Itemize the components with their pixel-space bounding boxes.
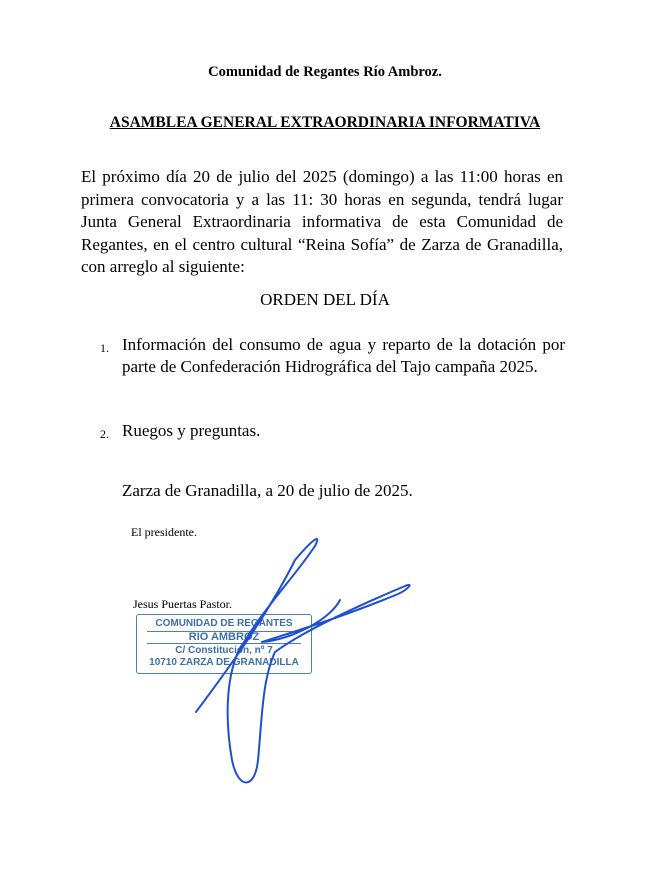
agenda-item-number: 2. bbox=[100, 427, 109, 441]
stamp-line: C/ Constitución, nº 7 bbox=[175, 645, 273, 656]
stamp-line: 10710 ZARZA DE GRANADILLA bbox=[149, 657, 299, 668]
agenda-heading: ORDEN DEL DÍA bbox=[260, 290, 390, 309]
document-title: ASAMBLEA GENERAL EXTRAORDINARIA INFORMATIVA bbox=[109, 114, 541, 131]
organization-stamp bbox=[136, 614, 312, 674]
stamp-line: RIO AMBROZ bbox=[147, 631, 301, 644]
agenda-item-text: Ruegos y preguntas. bbox=[122, 421, 261, 440]
signer-role: El presidente. bbox=[131, 525, 197, 539]
agenda-item-number: 1. bbox=[100, 341, 109, 355]
agenda-item bbox=[100, 420, 565, 442]
intro-paragraph: El próximo día 20 de julio del 2025 (domingo) a las 11:00 horas en primera convocatoria y a las 11: 30 horas en segunda, tendrá lugar Junta General Extraordinaria informativa de esta Comunidad de Regantes, en el centro cultural “Reina Sofía” de Zarza de Granadilla, con arreglo al siguiente: bbox=[81, 167, 563, 276]
agenda-item bbox=[100, 334, 565, 378]
signer-name: Jesus Puertas Pastor. bbox=[133, 597, 232, 611]
place-date: Zarza de Granadilla, a 20 de julio de 2025. bbox=[122, 481, 413, 500]
agenda-item-text: Información del consumo de agua y reparto de la dotación por parte de Confederación Hidrográfica del Tajo campaña 2025. bbox=[122, 335, 565, 376]
organization-name: Comunidad de Regantes Río Ambroz. bbox=[208, 64, 442, 80]
stamp-line: COMUNIDAD DE REGANTES bbox=[155, 618, 293, 629]
